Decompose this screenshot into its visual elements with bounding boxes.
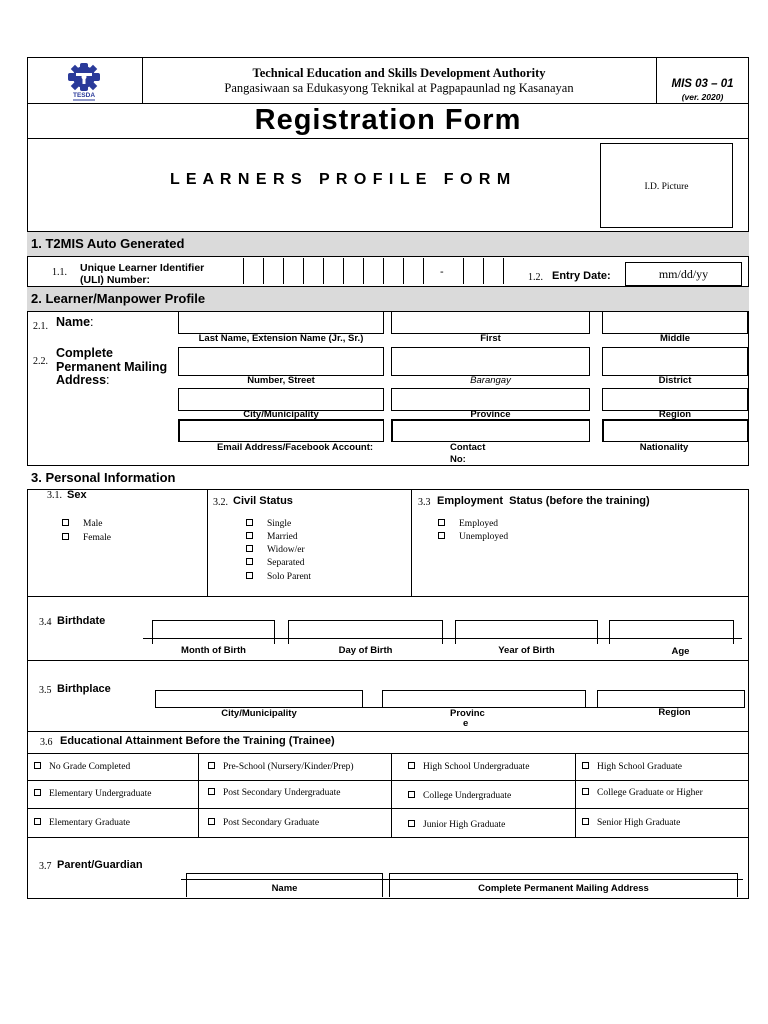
employment-option-label: Unemployed (459, 532, 509, 542)
edu-option[interactable] (408, 791, 511, 801)
checkbox-icon (62, 533, 69, 540)
age-input[interactable] (609, 620, 734, 644)
uli-label-line1: Unique Learner Identifier (80, 262, 205, 274)
civil-option-widow[interactable] (246, 545, 305, 555)
middle-name-input[interactable] (602, 311, 748, 334)
page-title: Registration Form (254, 104, 522, 136)
edu-grid-line (27, 780, 749, 781)
birthplace-city-label: City/Municipality (221, 708, 297, 719)
uli-dash: - (440, 266, 444, 278)
civil-option-label: Widow/er (267, 545, 305, 555)
civil-option-separated[interactable] (246, 558, 304, 568)
parent-address-label: Complete Permanent Mailing Address (478, 883, 649, 894)
birth-month-input[interactable] (152, 620, 275, 644)
tesda-logo (57, 62, 111, 102)
last-name-input[interactable] (178, 311, 384, 334)
edu-grid-line (27, 837, 749, 838)
checkbox-icon (246, 532, 253, 539)
form-subtitle: L E A R N E R S P R O F I L E F O R M (170, 171, 512, 188)
sex-option-female[interactable] (62, 533, 111, 543)
employment-label: Employment Status (before the training) (437, 495, 650, 507)
checkbox-icon (408, 762, 415, 769)
edu-grid-line (27, 753, 749, 754)
uli-cell-divider (483, 258, 484, 284)
address-label (56, 347, 167, 388)
status-divider-2 (411, 490, 412, 596)
uli-cell-divider (463, 258, 464, 284)
checkbox-icon (246, 572, 253, 579)
uli-cell-divider (283, 258, 284, 284)
edu-grid-col (391, 753, 392, 837)
edu-option-label: Pre-School (Nursery/Kinder/Prep) (223, 762, 354, 772)
province-label: Province (470, 409, 511, 420)
checkbox-icon (246, 519, 253, 526)
birth-day-label: Day of Birth (338, 645, 393, 656)
contact-label: Contact (450, 442, 486, 453)
address-label-line3 (56, 374, 167, 388)
id-picture-label: I.D. Picture (644, 182, 689, 192)
entry-date-index: 1.2. (528, 272, 543, 283)
first-name-input[interactable] (391, 311, 590, 334)
edu-label: Educational Attainment Before the Training (Trainee) (60, 735, 335, 747)
birthdate-label: Birthdate (57, 615, 106, 627)
birthplace-index: 3.5 (39, 685, 52, 696)
edu-option-label: Elementary Graduate (49, 818, 130, 828)
street-input[interactable] (178, 347, 384, 376)
civil-option-label: Solo Parent (267, 572, 312, 582)
name-label-text: Name (56, 315, 91, 329)
civil-option-married[interactable] (246, 532, 298, 542)
section3-title: 3. Personal Information (31, 470, 176, 485)
civil-status-index: 3.2. (213, 497, 228, 508)
sex-option-male[interactable] (62, 519, 103, 529)
checkbox-icon (34, 789, 41, 796)
checkbox-icon (208, 762, 215, 769)
section3-header (27, 465, 749, 490)
edu-option-label: College Graduate or Higher (597, 788, 703, 798)
birth-month-label: Month of Birth (181, 645, 246, 656)
edu-option-label: Post Secondary Graduate (223, 818, 320, 828)
sex-option-label: Male (83, 519, 103, 529)
civil-option-label: Separated (267, 558, 305, 568)
edu-option[interactable] (34, 818, 130, 828)
edu-option-label: Elementary Undergraduate (49, 789, 152, 799)
section1-header (27, 231, 749, 257)
employment-option-label: Employed (459, 519, 499, 529)
civil-option-label: Single (267, 519, 292, 529)
edu-option-label: High School Undergraduate (423, 762, 530, 772)
district-input[interactable] (602, 347, 748, 376)
email-label: Email Address/Facebook Account: (216, 442, 374, 453)
edu-grid-col (575, 753, 576, 837)
birthplace-province-label: Provinc (450, 708, 485, 719)
contact-input[interactable] (391, 419, 590, 442)
employment-index: 3.3 (418, 497, 431, 508)
edu-option[interactable] (208, 762, 354, 772)
section2-title: 2. Learner/Manpower Profile (31, 291, 206, 306)
civil-option-label: Married (267, 532, 298, 542)
checkbox-icon (246, 545, 253, 552)
checkbox-icon (438, 532, 445, 539)
uli-cell-divider (503, 258, 504, 284)
birth-day-input[interactable] (288, 620, 443, 644)
civil-status-label: Civil Status (233, 495, 293, 507)
edu-grid-line (27, 808, 749, 809)
edu-option[interactable] (34, 762, 130, 772)
section1-title: 1. T2MIS Auto Generated (31, 236, 185, 251)
city-input[interactable] (178, 388, 384, 411)
civil-option-solo-parent[interactable] (246, 572, 311, 582)
uli-cell-divider (263, 258, 264, 284)
sex-label: Sex (67, 489, 87, 501)
uli-cell-divider (383, 258, 384, 284)
birth-year-label: Year of Birth (498, 645, 555, 656)
last-name-label: Last Name, Extension Name (Jr., Sr.) (198, 333, 364, 344)
section2-header (27, 286, 749, 312)
edu-option[interactable] (408, 820, 505, 830)
parent-index: 3.7 (39, 861, 52, 872)
status-divider-1 (207, 490, 208, 596)
employment-option-unemployed[interactable] (438, 532, 508, 542)
sex-index: 3.1. (47, 490, 62, 501)
name-label-colon: : (90, 315, 94, 329)
uli-cell-divider (343, 258, 344, 284)
form-code: MIS 03 – 01 (671, 78, 734, 90)
nationality-label: Nationality (639, 442, 689, 453)
title-bottom-line (27, 138, 749, 139)
uli-cell-divider (243, 258, 244, 284)
edu-option[interactable] (208, 788, 341, 798)
civil-option-single[interactable] (246, 519, 291, 529)
edu-option[interactable] (34, 789, 151, 799)
age-label: Age (671, 646, 690, 657)
edu-option-label: Senior High Graduate (597, 818, 681, 828)
checkbox-icon (34, 818, 41, 825)
district-label: District (658, 375, 692, 386)
edu-option[interactable] (582, 818, 680, 828)
status-bottom-line (27, 596, 749, 597)
contact-label-no: No: (450, 454, 466, 465)
org-name: Technical Education and Skills Development Authority (252, 66, 546, 80)
uli-cell-divider (303, 258, 304, 284)
address-index: 2.2. (33, 356, 48, 367)
birthplace-province-label-cont: e (463, 718, 469, 729)
edu-option-label: Junior High Graduate (423, 820, 506, 830)
edu-index: 3.6 (40, 737, 53, 748)
birthdate-index: 3.4 (39, 617, 52, 628)
edu-option-label: Post Secondary Undergraduate (223, 788, 341, 798)
birthplace-label: Birthplace (57, 683, 111, 695)
checkbox-icon (582, 788, 589, 795)
org-subname: Pangasiwaan sa Edukasyong Teknikal at Pagpapaunlad ng Kasanayan (224, 81, 574, 95)
sex-option-label: Female (83, 533, 111, 543)
nationality-input[interactable] (602, 419, 748, 442)
checkbox-icon (582, 818, 589, 825)
checkbox-icon (208, 788, 215, 795)
edu-option-label: No Grade Completed (49, 762, 131, 772)
edu-option-label: College Undergraduate (423, 791, 512, 801)
edu-option[interactable] (582, 762, 682, 772)
barangay-label: Barangay (470, 375, 511, 386)
uli-label-line2: (ULI) Number: (80, 274, 150, 286)
edu-top-line (27, 731, 749, 732)
middle-name-label: Middle (659, 333, 691, 344)
birthdate-bottom-line (27, 660, 749, 661)
checkbox-icon (62, 519, 69, 526)
edu-option[interactable] (208, 818, 319, 828)
uli-cell-divider (423, 258, 424, 284)
edu-grid-col (198, 753, 199, 837)
checkbox-icon (408, 791, 415, 798)
birth-year-input[interactable] (455, 620, 598, 644)
checkbox-icon (438, 519, 445, 526)
birthplace-city-input[interactable] (155, 690, 363, 708)
parent-label: Parent/Guardian (57, 859, 143, 871)
city-label: City/Municipality (243, 409, 319, 420)
province-input[interactable] (391, 388, 590, 411)
edu-option[interactable] (408, 762, 529, 772)
address-label-line2: Permanent Mailing (56, 359, 168, 374)
birthplace-province-input[interactable] (382, 690, 586, 708)
entry-date-value: mm/dd/yy (658, 267, 709, 281)
edu-option-label: High School Graduate (597, 762, 682, 772)
uli-cell-divider (363, 258, 364, 284)
street-label: Number, Street (247, 375, 315, 386)
employment-option-employed[interactable] (438, 519, 498, 529)
parent-baseline (181, 879, 743, 880)
region-label: Region (658, 409, 692, 420)
address-label-colon: : (106, 373, 110, 387)
first-name-label: First (480, 333, 501, 344)
name-label (56, 315, 94, 329)
uli-cell-divider (403, 258, 404, 284)
form-version: (ver. 2020) (681, 92, 724, 102)
name-index: 2.1. (33, 321, 48, 332)
tesda-logo-icon (57, 62, 111, 102)
tesda-logo-text: TESDA (72, 92, 96, 99)
checkbox-icon (246, 558, 253, 565)
checkbox-icon (582, 762, 589, 769)
region-input[interactable] (602, 388, 748, 411)
entry-date-label: Entry Date: (552, 270, 611, 282)
checkbox-icon (34, 762, 41, 769)
barangay-input[interactable] (391, 347, 590, 376)
uli-cell-divider (323, 258, 324, 284)
checkbox-icon (408, 820, 415, 827)
birthplace-region-input[interactable] (597, 690, 745, 708)
birthplace-region-label: Region (658, 707, 691, 718)
edu-option[interactable] (582, 788, 703, 798)
email-input[interactable] (178, 419, 384, 442)
address-label-line1: Complete (56, 346, 113, 360)
address-label-text: Address (56, 373, 107, 387)
checkbox-icon (208, 818, 215, 825)
parent-name-label: Name (271, 883, 298, 894)
uli-number-index: 1.1. (52, 267, 67, 278)
